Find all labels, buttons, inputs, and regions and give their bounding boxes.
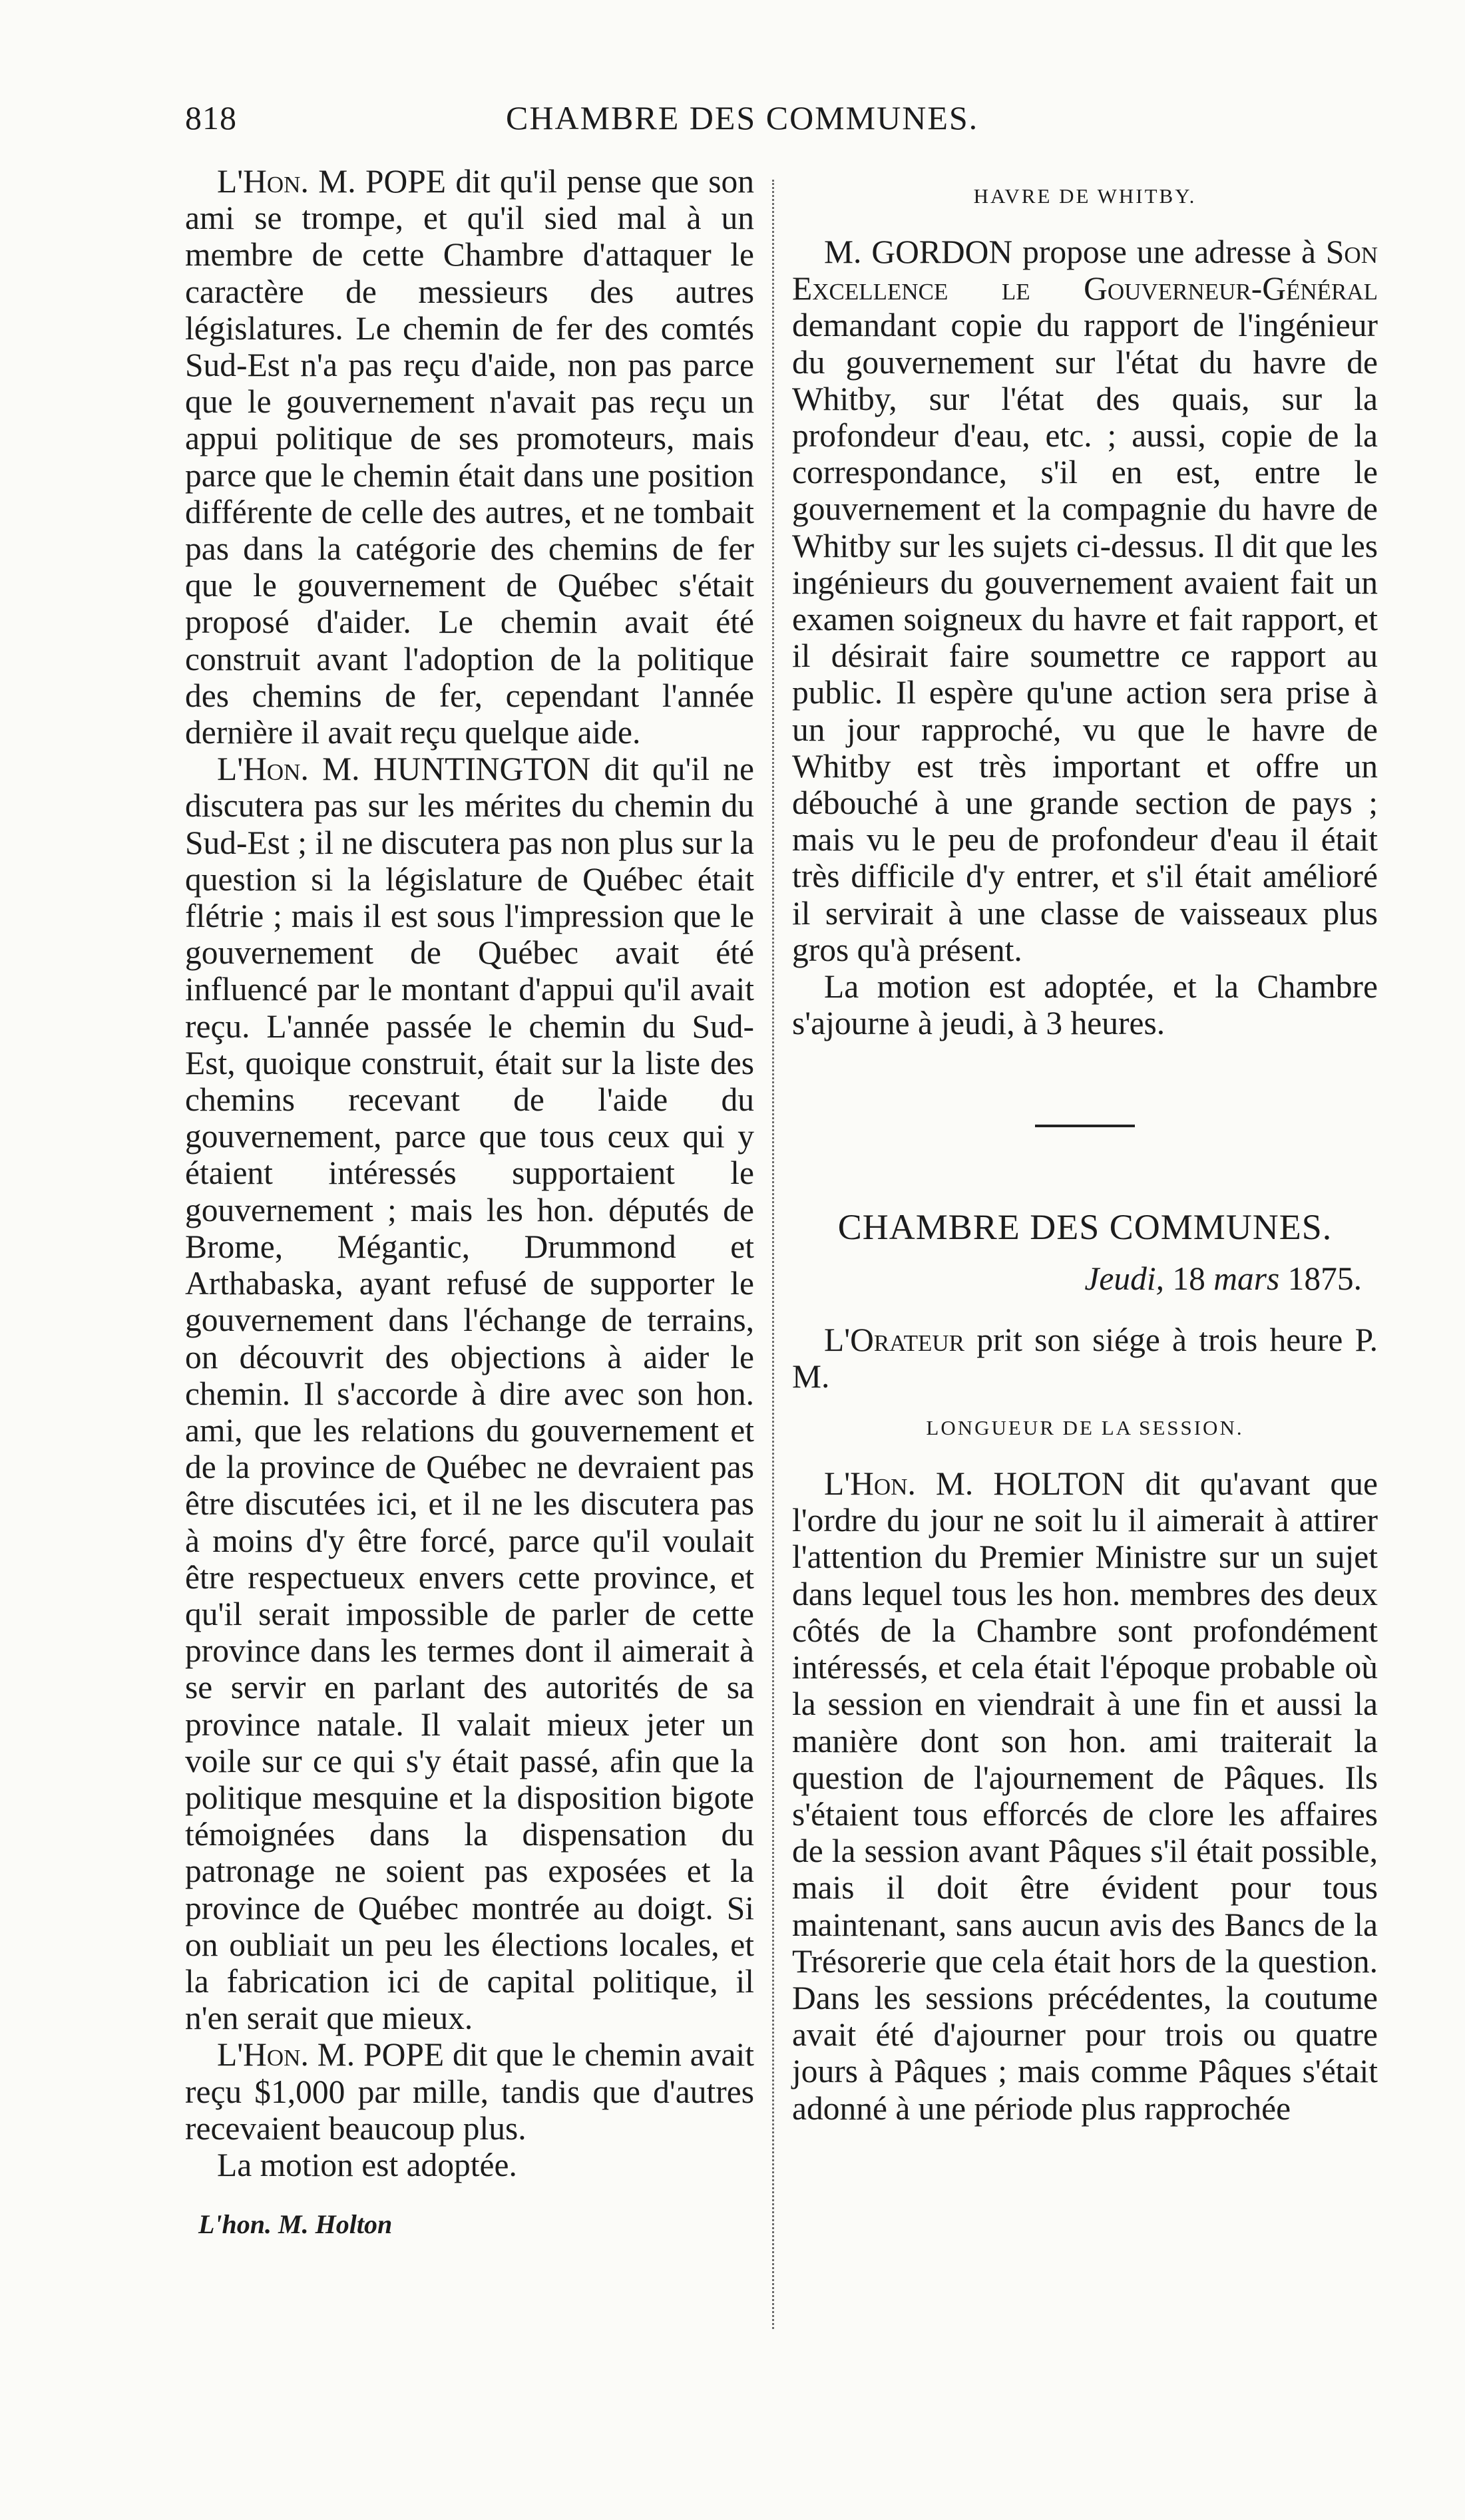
section-title: CHAMBRE DES COMMUNES. bbox=[837, 1207, 1333, 1248]
speaker-name: M. GORDON bbox=[824, 234, 1013, 270]
left-column bbox=[185, 163, 754, 2269]
speaker-name: L'Hon. M. HUNTINGTON bbox=[217, 751, 591, 788]
date-month: mars bbox=[1213, 1260, 1280, 1298]
paragraph-text: dit que le chemin avait reçu $1,000 par mille, tandis que d'autres recevaient beaucoup plus. bbox=[185, 2036, 755, 2147]
date-day-number: 18 bbox=[1163, 1260, 1214, 1298]
paragraph-huntington bbox=[185, 751, 754, 2036]
page-number: 818 bbox=[185, 99, 237, 136]
sitting-date bbox=[792, 1260, 1362, 1297]
paragraph-adjourn: La motion est adoptée, et la Chambre s'ajourne à jeudi, à 3 heures. bbox=[792, 968, 1378, 1042]
paragraph-text: dit qu'avant que l'ordre du jour ne soit lu il aimerait à attirer l'attention du Premier Ministre sur un sujet dans lequel tous les hon. membres des deux côtés de la Chambre sont profondément intéressés, et cela était l'époque probable où la session en viendrait à une fin et aussi la manière dont son hon. ami traiterait la question de l'ajournement de Pâques. Ils s'étaient tous efforcés de clore les affaires de la session avant Pâques s'il était possible, mais il doit être évident pour tous maintenant, sans aucun avis des Bancs de la Trésorerie que cela était hors de la question. Dans les sessions précédentes, la coutume avait été d'ajourner pour trois ou quatre jours à Pâques ; mais comme Pâques s'était adonné à une période plus rapprochée bbox=[792, 1465, 1378, 2127]
footer-note: L'hon. M. Holton bbox=[198, 2209, 393, 2240]
paragraph-gordon bbox=[792, 234, 1378, 968]
section-heading-whitby: HAVRE DE WHITBY. bbox=[973, 184, 1197, 208]
paragraph-motion-adopted: La motion est adoptée. bbox=[217, 2146, 517, 2183]
column-rule bbox=[772, 180, 774, 2329]
section-heading-session: LONGUEUR DE LA SESSION. bbox=[926, 1416, 1244, 1440]
paragraph-text: dit qu'il ne discutera pas sur les mérites du chemin du Sud-Est ; il ne discutera pas non plus sur la question si la législature de Québec était flétrie ; mais il est sous l'impression que le gouvernement de Québec avait été influencé par le montant d'appui qu'il avait reçu. L'année passée le chemin du Sud-Est, quoique construit, était sur la liste des chemins recevant de l'aide du gouvernement, parce que tous ceux qui y étaient intéressés supportaient le gouvernement ; mais les hon. députés de Brome, Mégantic, Drummond et Arthabaska, ayant refusé de supporter le gouvernement dans l'échange de terrains, on découvrit des objections à aider le chemin. Il s'accorde à dire avec son hon. ami, que les relations du gouvernement et de la province de Québec ne devraient pas être discutées ici, et il ne les discutera pas à moins d'y être forcé, parce qu'il voulait être respectueux envers cette province, et qu'il serait impossible de parler de cette province dans les termes dont il aimerait à se servir en parlant des autorités de sa province natale. Il valait mieux jeter un voile sur ce qui s'y était passé, afin que la politique mesquine et la disposition bigote témoignées dans la dispensation du patronage ne soient pas exposées et la province de Québec montrée au doigt. Si on oubliait un peu les élections locales, et la fabrication ici de capital politique, il n'en serait que mieux. bbox=[185, 751, 755, 2037]
paragraph-text: prit son siége à trois heure P. M. bbox=[792, 1321, 1378, 1395]
date-year: 1875. bbox=[1279, 1260, 1362, 1298]
speaker-name: L'Hon. M. HOLTON bbox=[824, 1465, 1126, 1503]
right-column bbox=[792, 163, 1378, 2127]
paragraph-holton bbox=[792, 1465, 1378, 2127]
paragraph-text: demandant copie du rapport de l'ingénieur du gouvernement sur l'état du havre de Whitby, sur l'état des quais, sur la profondeur d'eau, etc. ; aussi, copie de la correspondance, s'il en est, entre le gouvernement et la compagnie du havre de Whitby sur les sujets ci-dessus. Il dit que les ingénieurs du gouvernement avaient fait un examen soigneux du havre et fait rapport, et il désirait faire soumettre ce rapport au public. Il espère qu'une action sera prise à un jour rapproché, vu que le havre de Whitby est très important et offre un débouché à une grande section de pays ; mais vu le peu de profondeur d'eau il était très difficile d'y entrer, et s'il était amélioré il servirait à une classe de vaisseaux plus gros qu'à présent. bbox=[792, 307, 1378, 968]
date-day: Jeudi, bbox=[1084, 1260, 1164, 1298]
paragraph-text: propose une adresse à bbox=[1012, 234, 1326, 270]
speaker-name: L'Hon. M. POPE bbox=[217, 2036, 445, 2073]
paragraph-pope-1 bbox=[185, 163, 754, 751]
title-text: Son Excellence le Gouverneur-Général bbox=[792, 234, 1378, 307]
running-head: CHAMBRE DES COMMUNES. bbox=[506, 99, 979, 136]
paragraph-orateur bbox=[792, 1322, 1378, 1395]
speaker-name: L'Orateur bbox=[824, 1321, 965, 1358]
paragraph-text: dit qu'il pense que son ami se trompe, et qu'il sied mal à un membre de cette Chambre d'attaquer le caractère de messieurs des autres législatures. Le chemin de fer des comtés Sud-Est n'a pas reçu d'aide, non pas parce que le gouvernement n'avait pas reçu un appui politique de ses promoteurs, mais parce que le chemin était dans une position différente de celle des autres, et ne tombait pas dans la catégorie des chemins de fer que le gouvernement de Québec s'était proposé d'aider. Le chemin avait été construit avant l'adoption de la politique des chemins de fer, cependant l'année dernière il avait reçu quelque aide. bbox=[185, 163, 754, 751]
paragraph-pope-2 bbox=[185, 2036, 754, 2147]
section-divider bbox=[1035, 1125, 1135, 1127]
speaker-name: L'Hon. M. POPE bbox=[217, 163, 447, 200]
